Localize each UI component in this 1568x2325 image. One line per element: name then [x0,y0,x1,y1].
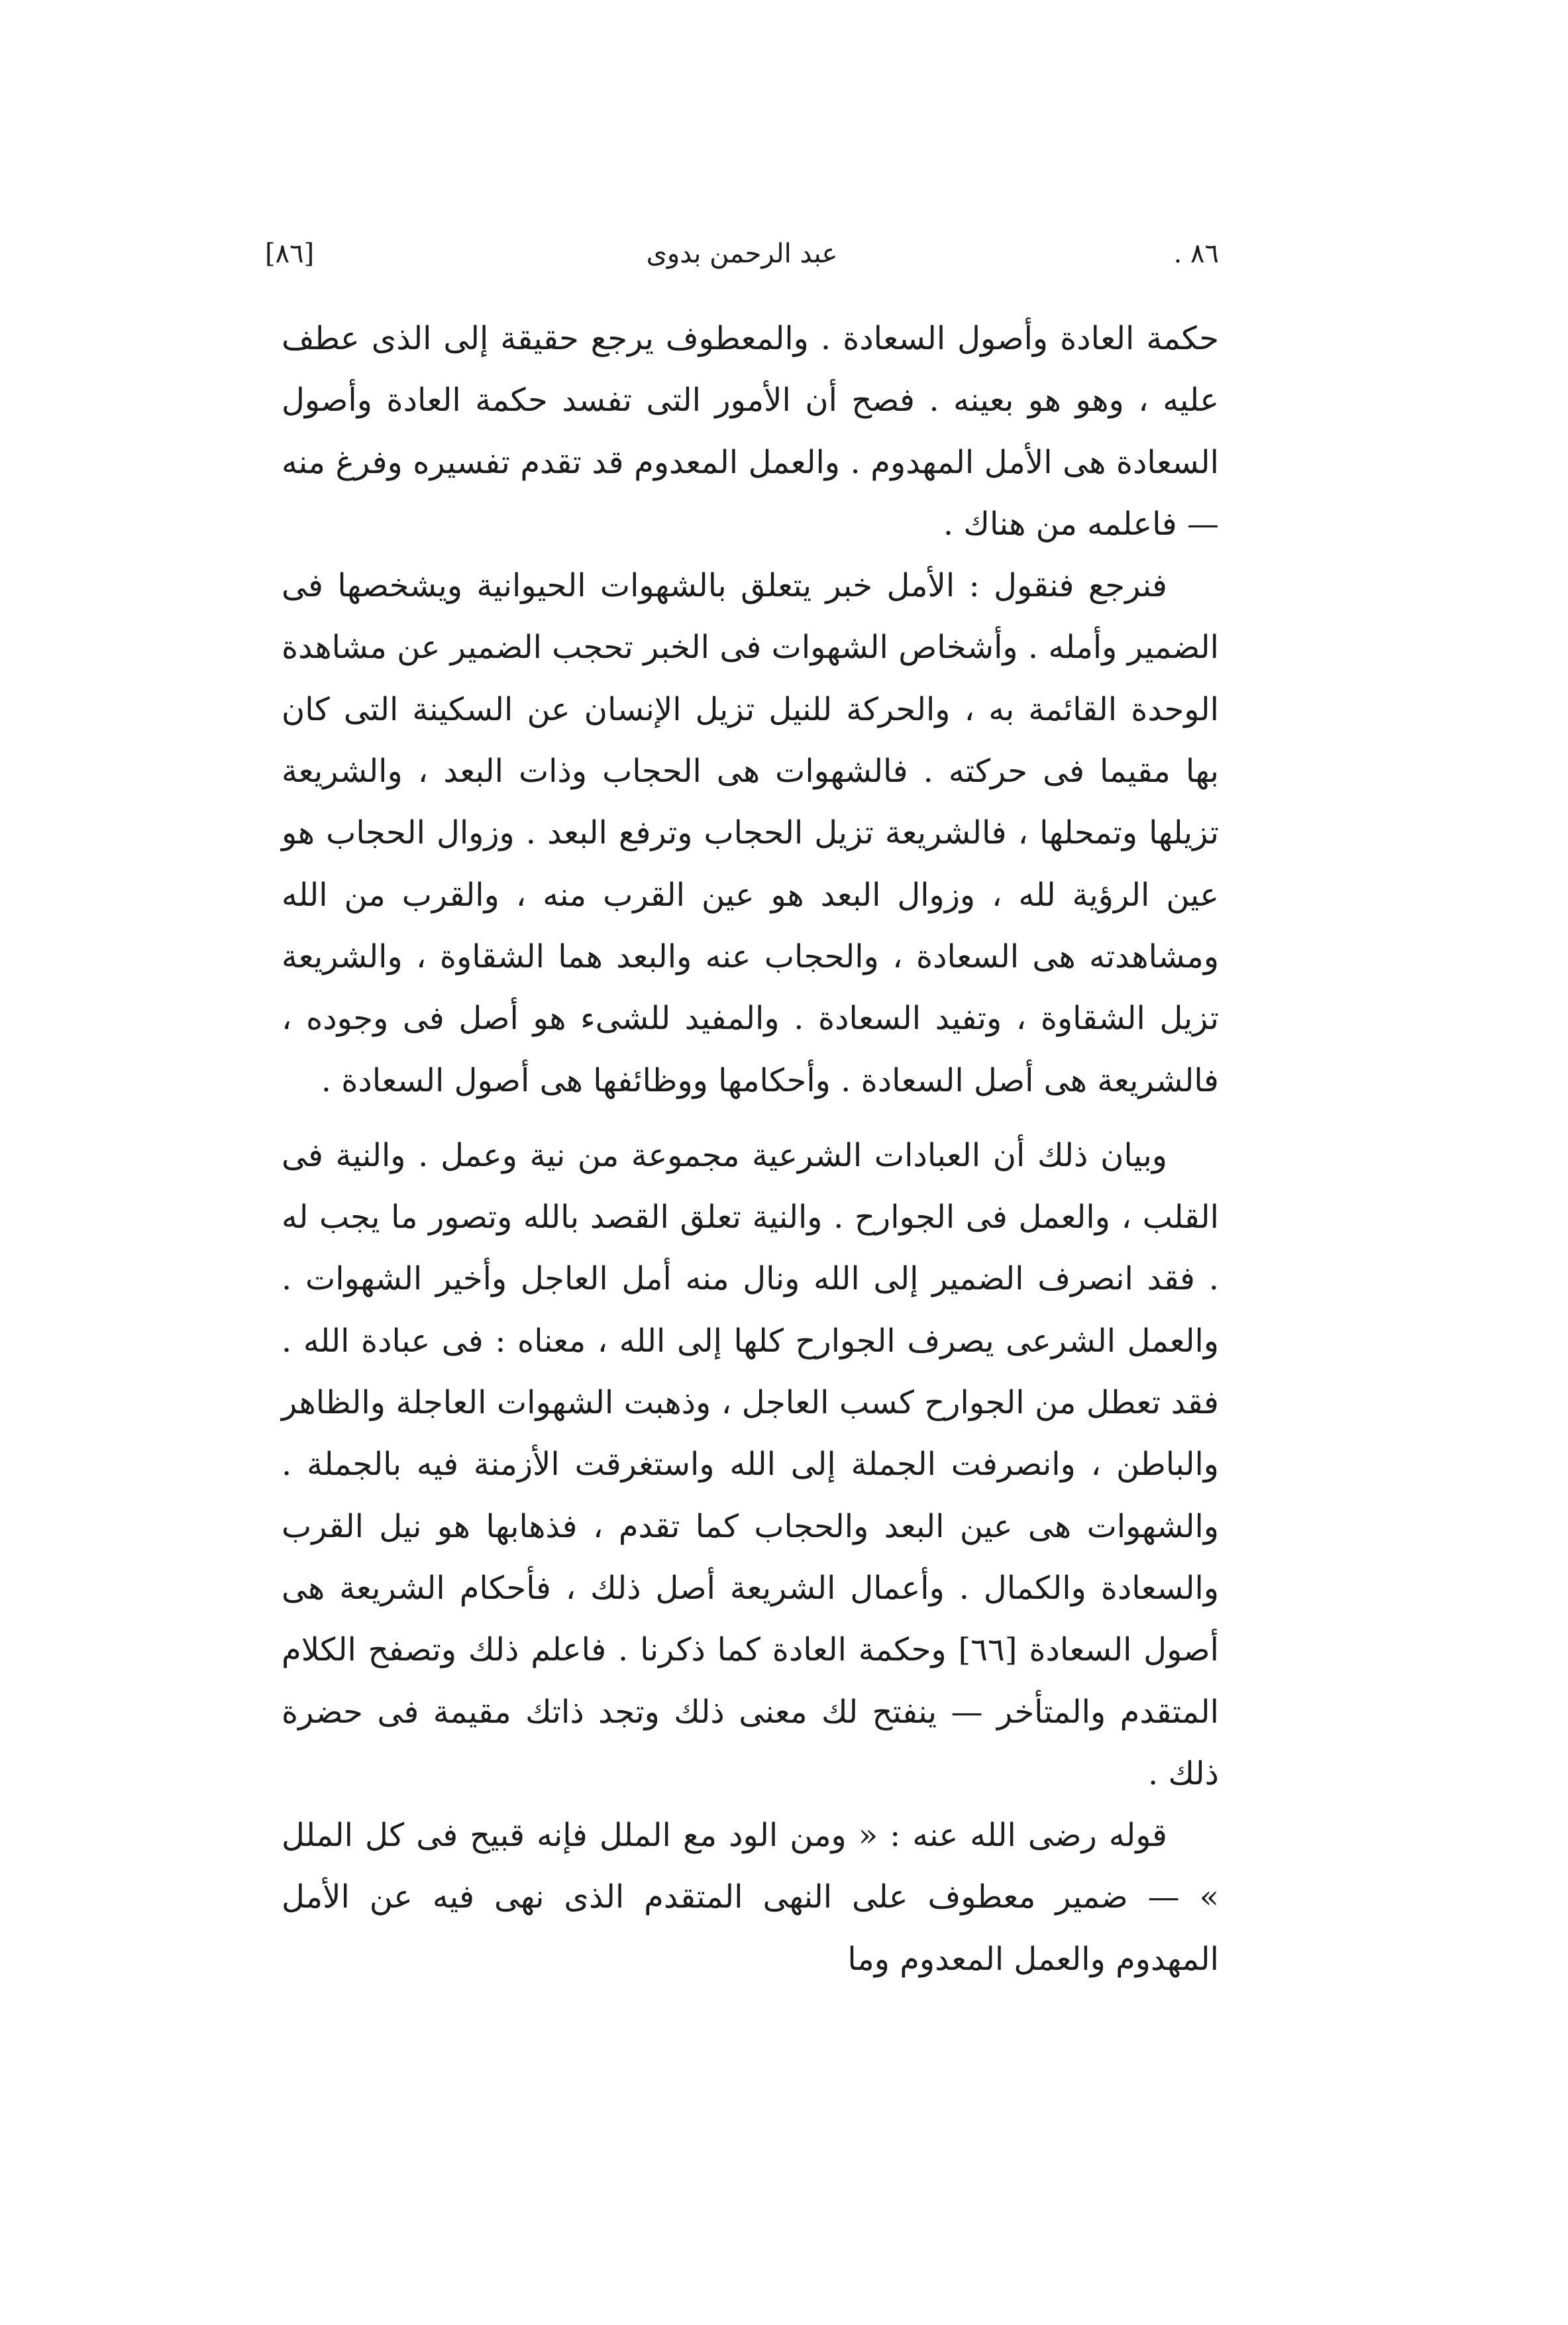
paragraph: قوله رضى الله عنه : « ومن الود مع الملل فإنه قبيح فى كل الملل » — ضمير معطوف على النهى المتقدم الذى نهى فيه عن الأمل المهدوم والعمل المعدوم وما [282,1817,1219,1978]
page-number: ٨٦ . [1173,239,1219,269]
paragraph: فنرجع فنقول : الأمل خبر يتعلق بالشهوات الحيوانية ويشخصها فى الضمير وأمله . وأشخاص الشهوات فى الخبر تحجب الضمير عن مشاهدة الوحدة القائمة به ، والحركة للنيل تزيل الإنسان عن السكينة التى كان بها مقيما فى حركته . فالشهوات هى الحجاب وذات البعد ، والشريعة تزيلها وتمحلها ، فالشريعة تزيل الحجاب وترفع البعد . وزوال الحجاب هو عين الرؤية لله ، وزوال البعد هو عين القرب منه ، والقرب من الله ومشاهدته هى السعادة ، والحجاب عنه والبعد هما الشقاوة ، والشريعة تزيل الشقاوة ، وتفيد السعادة . والمفيد للشىء هو أصل فى وجوده ، فالشريعة هى أصل السعادة . وأحكامها ووظائفها هى أصول السعادة . [282,567,1219,1099]
paragraph: حكمة العادة وأصول السعادة . والمعطوف يرجع حقيقة إلى الذى عطف عليه ، وهو هو بعينه . فصح أن الأمور التى تفسد حكمة العادة وأصول السعادة هى الأمل المهدوم . والعمل المعدوم قد تقدم تفسيره وفرغ منه — فاعلمه من هناك . [282,320,1220,543]
original-page-marker: [٨٦] [265,239,315,269]
body-text [282,308,1219,1990]
paragraph: وبيان ذلك أن العبادات الشرعية مجموعة من نية وعمل . والنية فى القلب ، والعمل فى الجوارح . والنية تعلق القصد بالله وتصور ما يجب له . فقد انصرف الضمير إلى الله ونال منه أمل العاجل وأخير الشهوات . والعمل الشرعى يصرف الجوارح كلها إلى الله ، معناه : فى عبادة الله . فقد تعطل من الجوارح كسب العاجل ، وذهبت الشهوات العاجلة والظاهر والباطن ، وانصرفت الجملة إلى الله واستغرقت الأزمنة فيه بالجملة . والشهوات هى عين البعد والحجاب كما تقدم ، فذهابها هو نيل القرب والسعادة والكمال . وأعمال الشريعة أصل ذلك ، فأحكام الشريعة هى أصول السعادة [٦٦] وحكمة العادة كما ذكرنا . فاعلم ذلك وتصفح الكلام المتقدم والمتأخر — ينفتح لك معنى ذلك وتجد ذاتك مقيمة فى حضرة ذلك . [282,1136,1220,1792]
running-head-author: عبد الرحمن بدوى [646,239,838,269]
page-header [265,232,1219,285]
